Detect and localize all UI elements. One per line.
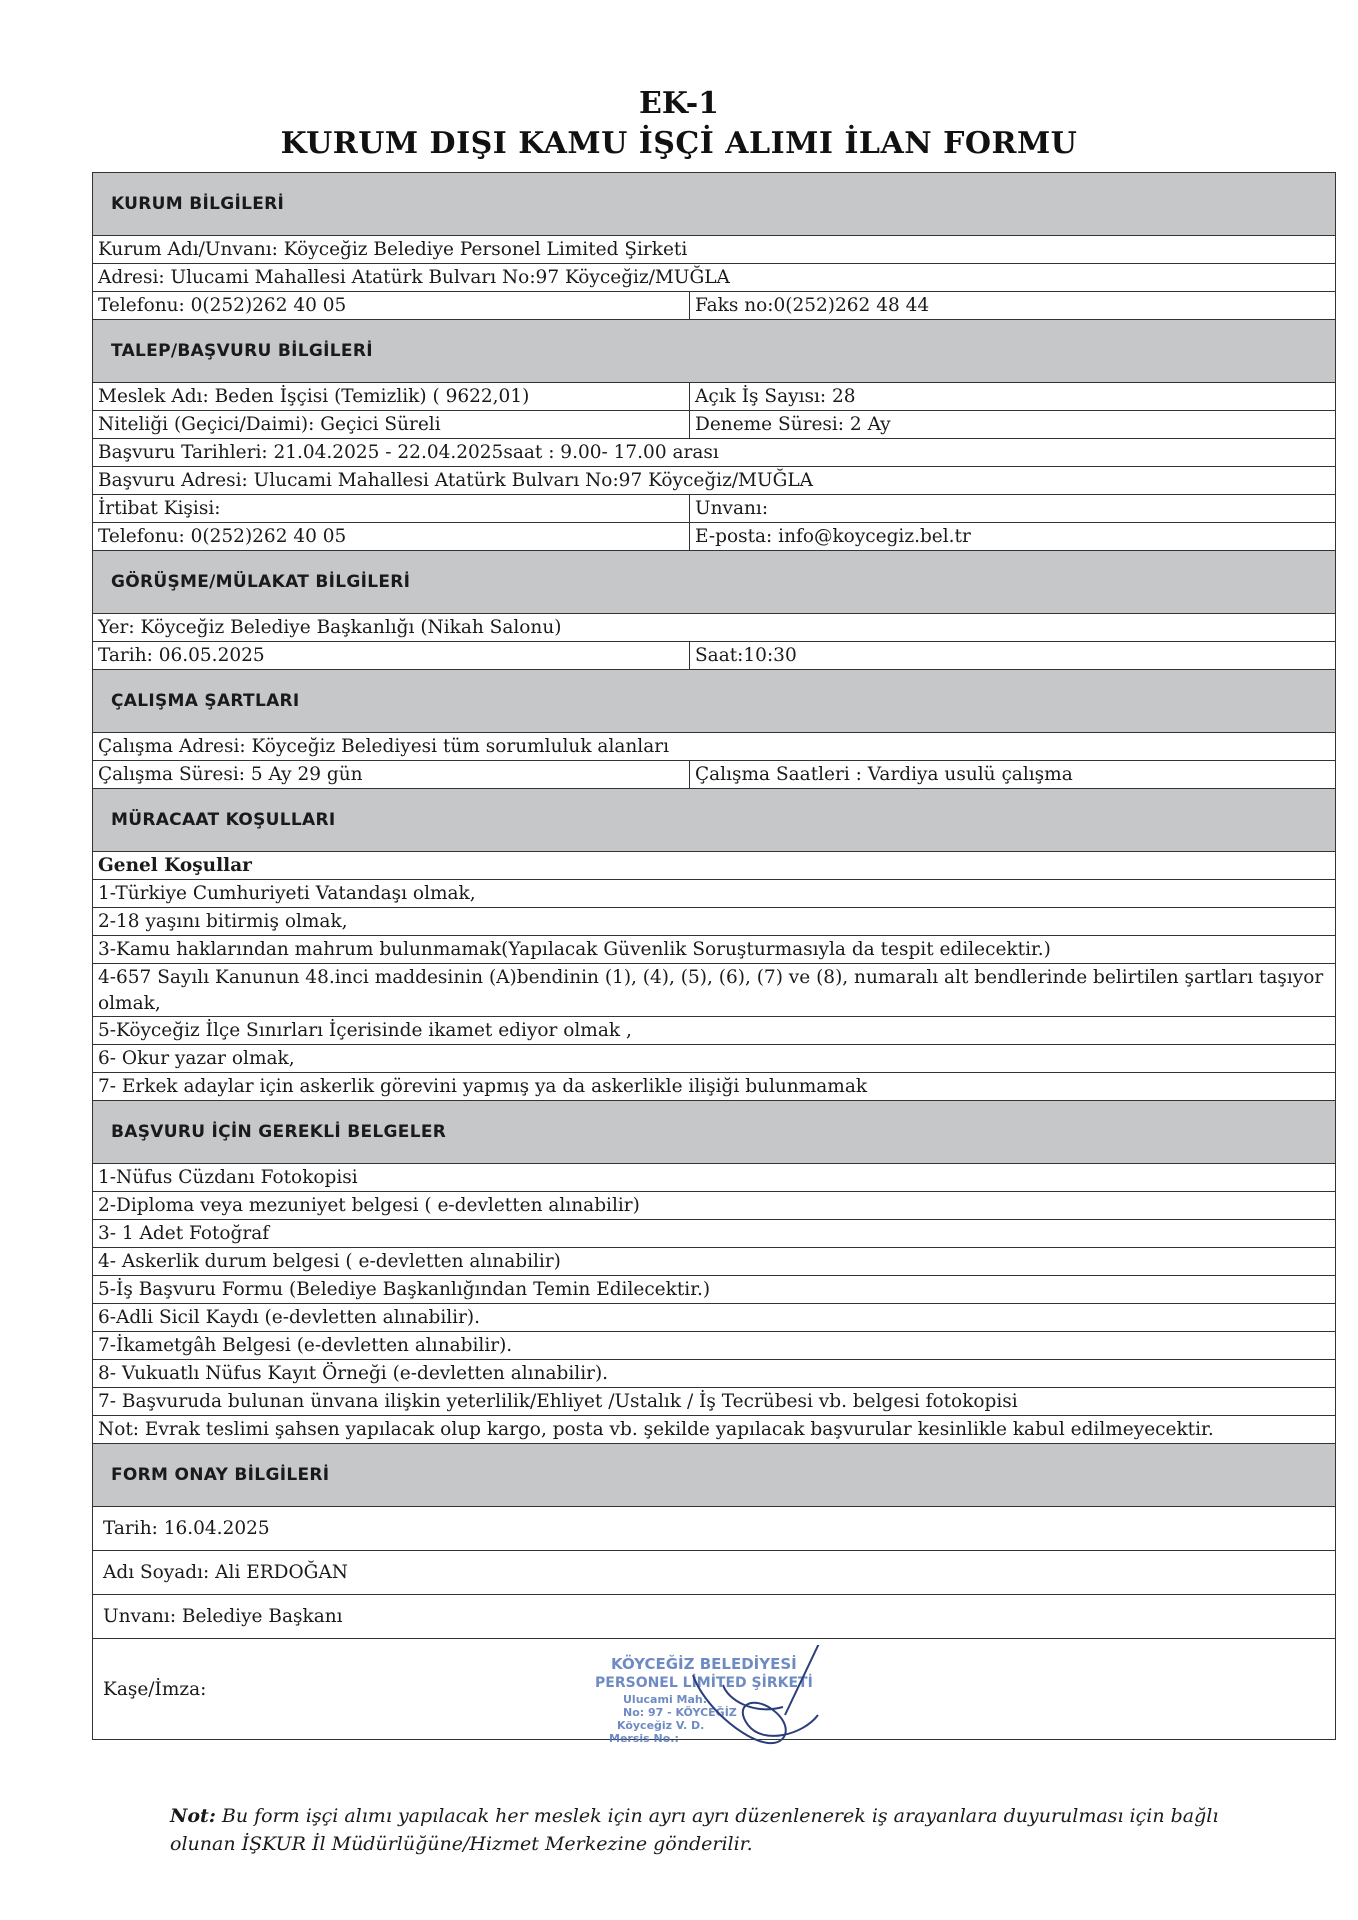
gorusme-saat: Saat:10:30 xyxy=(695,645,797,666)
basvuru-tarihleri: Başvuru Tarihleri: 21.04.2025 - 22.04.2025saat : 9.00- 17.00 arası xyxy=(98,442,719,463)
belge-item: 8- Vukuatlı Nüfus Kayıt Örneği (e-devletten alınabilir). xyxy=(98,1363,609,1384)
kosul-item: 3-Kamu haklarından mahrum bulunmamak(Yapılacak Güvenlik Soruşturmasıyla da tespit edilecektir.) xyxy=(98,939,1051,960)
meslek-adi: Meslek Adı: Beden İşçisi (Temizlik) ( 9622,01) xyxy=(93,383,690,410)
basvuru-adresi: Başvuru Adresi: Ulucami Mahallesi Atatürk Bulvarı No:97 Köyceğiz/MUĞLA xyxy=(98,470,814,491)
list-item xyxy=(93,1192,1335,1220)
list-item xyxy=(93,880,1335,908)
row-genel-kosullar xyxy=(93,852,1335,880)
calisma-adres: Çalışma Adresi: Köyceğiz Belediyesi tüm sorumluluk alanları xyxy=(98,736,670,757)
irtibat-kisisi: İrtibat Kişisi: xyxy=(93,495,690,522)
list-item xyxy=(93,1276,1335,1304)
section-calisma: ÇALIŞMA ŞARTLARI xyxy=(93,670,1335,733)
kurum-adi: Kurum Adı/Unvanı: Köyceğiz Belediye Personel Limited Şirketi xyxy=(98,239,688,260)
kosul-item: 2-18 yaşını bitirmiş olmak, xyxy=(98,911,348,932)
row-onay-adi xyxy=(93,1551,1335,1595)
onay-tarih: Tarih: 16.04.2025 xyxy=(103,1518,270,1539)
gorusme-tarih: Tarih: 06.05.2025 xyxy=(93,642,690,669)
belge-item: 3- 1 Adet Fotoğraf xyxy=(98,1223,270,1244)
belge-item: 7-İkametgâh Belgesi (e-devletten alınabilir). xyxy=(98,1335,513,1356)
row-gorusme-yer xyxy=(93,614,1335,642)
list-item xyxy=(93,1248,1335,1276)
belge-item: 6-Adli Sicil Kaydı (e-devletten alınabilir). xyxy=(98,1307,481,1328)
list-item xyxy=(93,1045,1335,1073)
belge-note: Not: Evrak teslimi şahsen yapılacak olup kargo, posta vb. şekilde yapılacak başvurular kesinlikle kabul edilmeyecektir. xyxy=(98,1419,1214,1440)
genel-kosullar-title: Genel Koşullar xyxy=(98,855,252,876)
list-item xyxy=(93,964,1335,1017)
row-kurum-adi xyxy=(93,236,1335,264)
row-irtibat xyxy=(93,495,1335,523)
kosul-item: 5-Köyceğiz İlçe Sınırları İçerisinde ikamet ediyor olmak , xyxy=(98,1020,632,1041)
kase-imza-label: Kaşe/İmza: xyxy=(103,1678,207,1700)
row-basvuru-tarihleri xyxy=(93,439,1335,467)
acik-is-sayisi: Açık İş Sayısı: 28 xyxy=(695,386,856,407)
svg-text:KÖYCEĞİZ BELEDİYESİ: KÖYCEĞİZ BELEDİYESİ xyxy=(611,1655,797,1673)
belge-item: 5-İş Başvuru Formu (Belediye Başkanlığından Temin Edilecektir.) xyxy=(98,1279,711,1300)
list-item xyxy=(93,908,1335,936)
calisma-saatleri: Çalışma Saatleri : Vardiya usulü çalışma xyxy=(695,764,1073,785)
row-nitelik xyxy=(93,411,1335,439)
kosul-item: 4-657 Sayılı Kanunun 48.inci maddesinin (A)bendinin (1), (4), (5), (6), (7) ve (8), numaralı alt bendlerinde belirtilen şartları taşıyor olmak, xyxy=(98,967,1324,1014)
row-meslek xyxy=(93,383,1335,411)
kurum-telefon: Telefonu: 0(252)262 40 05 xyxy=(93,292,690,319)
list-item xyxy=(93,936,1335,964)
svg-text:Mersis No.:: Mersis No.: xyxy=(609,1732,679,1745)
list-item xyxy=(93,1220,1335,1248)
list-item xyxy=(93,1332,1335,1360)
list-item xyxy=(93,1017,1335,1045)
talep-telefon: Telefonu: 0(252)262 40 05 xyxy=(93,523,690,550)
section-talep: TALEP/BAŞVURU BİLGİLERİ xyxy=(93,320,1335,383)
svg-text:PERSONEL LİMİTED ŞİRKETİ: PERSONEL LİMİTED ŞİRKETİ xyxy=(595,1675,813,1691)
list-item xyxy=(93,1360,1335,1388)
kurum-faks: Faks no:0(252)262 48 44 xyxy=(695,295,930,316)
svg-text:No: 97 - KÖYCEĞİZ: No: 97 - KÖYCEĞİZ xyxy=(623,1706,737,1719)
belge-item: 2-Diploma veya mezuniyet belgesi ( e-devletten alınabilir) xyxy=(98,1195,640,1216)
niteligi: Niteliği (Geçici/Daimi): Geçici Süreli xyxy=(93,411,690,438)
row-onay-unvan xyxy=(93,1595,1335,1639)
section-kurum: KURUM BİLGİLERİ xyxy=(93,173,1335,236)
deneme-suresi: Deneme Süresi: 2 Ay xyxy=(695,414,891,435)
list-item xyxy=(93,1304,1335,1332)
section-muracaat: MÜRACAAT KOŞULLARI xyxy=(93,789,1335,852)
list-item xyxy=(93,1388,1335,1416)
kosul-item: 1-Türkiye Cumhuriyeti Vatandaşı olmak, xyxy=(98,883,476,904)
row-talep-iletisim xyxy=(93,523,1335,551)
row-kurum-adres xyxy=(93,264,1335,292)
footnote xyxy=(170,1802,1290,1858)
announcement-form xyxy=(92,172,1336,1745)
row-calisma-sure xyxy=(93,761,1335,789)
irtibat-unvan: Unvanı: xyxy=(695,498,769,519)
gorusme-yer: Yer: Köyceğiz Belediye Başkanlığı (Nikah Salonu) xyxy=(98,617,562,638)
row-kurum-iletisim xyxy=(93,292,1335,320)
kosul-item: 6- Okur yazar olmak, xyxy=(98,1048,295,1069)
belge-item: 1-Nüfus Cüzdanı Fotokopisi xyxy=(98,1167,358,1188)
onay-unvan: Unvanı: Belediye Başkanı xyxy=(103,1606,343,1627)
calisma-suresi: Çalışma Süresi: 5 Ay 29 gün xyxy=(93,761,690,788)
svg-text:Köyceğiz V. D.: Köyceğiz V. D. xyxy=(617,1719,705,1732)
list-item xyxy=(93,1416,1335,1444)
onay-adi-soyadi: Adı Soyadı: Ali ERDOĞAN xyxy=(103,1562,348,1583)
kurum-adres: Adresi: Ulucami Mahallesi Atatürk Bulvarı No:97 Köyceğiz/MUĞLA xyxy=(98,267,730,288)
talep-eposta: E-posta: info@koycegiz.bel.tr xyxy=(695,526,971,547)
row-gorusme-zaman xyxy=(93,642,1335,670)
section-gorusme: GÖRÜŞME/MÜLAKAT BİLGİLERİ xyxy=(93,551,1335,614)
list-item xyxy=(93,1073,1335,1101)
form-title: KURUM DIŞI KAMU İŞÇİ ALIMI İLAN FORMU xyxy=(280,126,1078,161)
kosul-item: 7- Erkek adaylar için askerlik görevini yapmış ya da askerlikle ilişiği bulunmamak xyxy=(98,1076,868,1097)
section-onay: FORM ONAY BİLGİLERİ xyxy=(93,1444,1335,1507)
section-belgeler: BAŞVURU İÇİN GEREKLİ BELGELER xyxy=(93,1101,1335,1164)
belge-item: 4- Askerlik durum belgesi ( e-devletten alınabilir) xyxy=(98,1251,561,1272)
row-onay-tarih xyxy=(93,1507,1335,1551)
footnote-label: Not: xyxy=(170,1805,216,1827)
row-kase-imza xyxy=(93,1639,1335,1745)
footnote-text: Bu form işçi alımı yapılacak her meslek için ayrı ayrı düzenlenerek iş arayanlara duyurulması için bağlı olunan İŞKUR İl Müdürlüğüne/Hizmet Merkezine gönderilir. xyxy=(170,1805,1219,1855)
form-code: EK-1 xyxy=(638,86,720,121)
row-calisma-adres xyxy=(93,733,1335,761)
list-item xyxy=(93,1164,1335,1192)
stamp-signature-icon xyxy=(553,1645,873,1755)
row-basvuru-adresi xyxy=(93,467,1335,495)
svg-text:Ulucami Mah.: Ulucami Mah. xyxy=(623,1693,707,1706)
belge-item: 7- Başvuruda bulunan ünvana ilişkin yeterlilik/Ehliyet /Ustalık / İş Tecrübesi vb. belgesi fotokopisi xyxy=(98,1391,1018,1412)
